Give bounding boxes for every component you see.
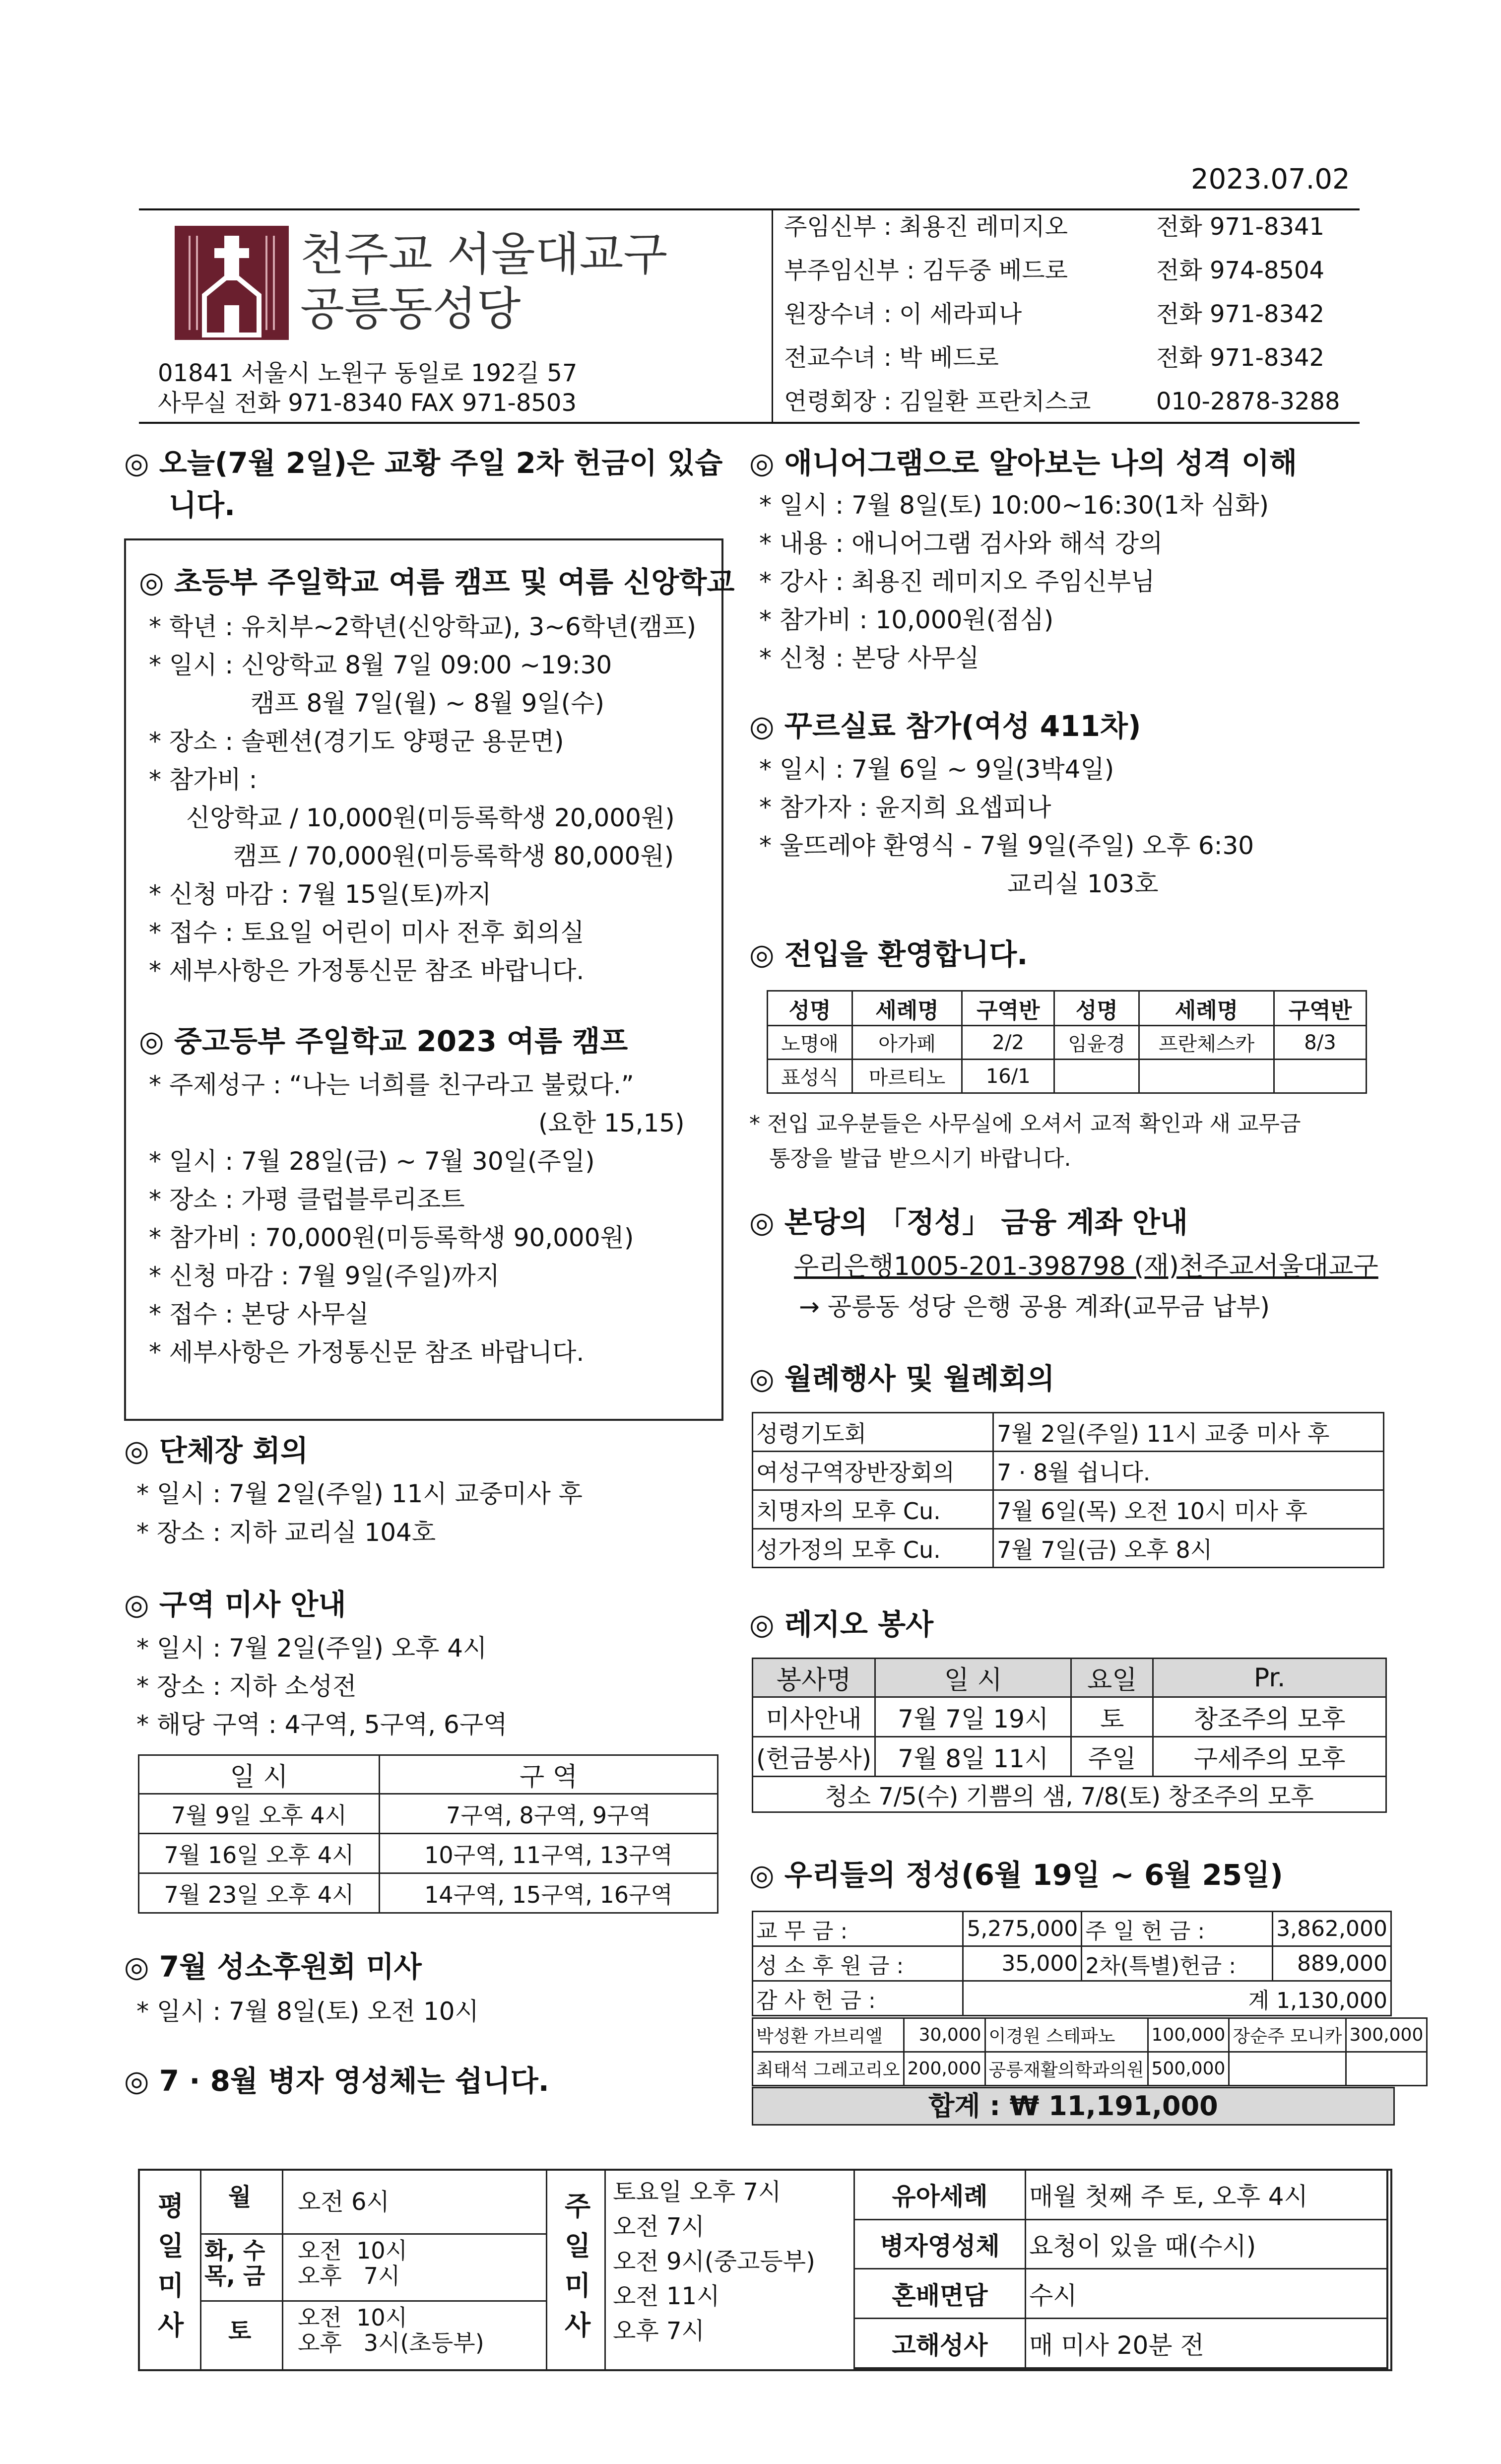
table-cell: 7 · 8월 쉽니다. [993, 1452, 1384, 1490]
account-note: → 공릉동 성당 은행 공용 계좌(교무금 납부) [799, 1292, 1270, 1321]
youth-camp-line: * 참가비 : 70,000원(미등록학생 90,000원) [149, 1223, 634, 1252]
welcome-table [767, 990, 1367, 1094]
table-cell: 여성구역장반장회의 [753, 1452, 993, 1490]
donor-amount: 200,000 [904, 2052, 985, 2086]
welcome-note: * 전입 교우분들은 사무실에 오셔서 교적 확인과 새 교무금 [749, 1111, 1301, 1136]
staff-role: 부주임신부 : 김두중 베드로 [784, 257, 1068, 284]
staff-phone: 전화 971-8341 [1156, 213, 1325, 241]
table-cell: 7월 7일(금) 오후 8시 [993, 1529, 1384, 1568]
weekday-day: 월 [228, 2183, 252, 2211]
weekday-time: 오전 10시 오후 7시 [298, 2237, 408, 2289]
table-cell: 7월 16일 오후 4시 [139, 1834, 380, 1873]
table-header: Pr. [1153, 1659, 1386, 1697]
weekday-mass-label: 평 일 미 사 [138, 2169, 201, 2369]
sacrament-name: 병자영성체 [854, 2219, 1026, 2269]
staff-phone: 전화 971-8342 [1156, 300, 1325, 328]
church-address: 01841 서울시 노원구 동일로 192길 57 [158, 359, 578, 387]
district-mass-table [138, 1754, 718, 1914]
summer-camp-line: * 장소 : 솔펜션(경기도 양평군 용문면) [149, 727, 564, 756]
sunday-mass-time: 토요일 오후 7시 [613, 2178, 782, 2206]
table-cell: 성령기도회 [753, 1413, 993, 1452]
table-header: 봉사명 [753, 1659, 875, 1697]
weekday-time: 오전 6시 [298, 2188, 390, 2216]
weekday-day: 화, 수 목, 금 [204, 2237, 265, 2289]
group-meeting-line: * 일시 : 7월 2일(주일) 11시 교중미사 후 [136, 1479, 583, 1508]
offering-value: 35,000 [963, 1946, 1082, 1981]
donor-name: 공릉재활의학과의원 [985, 2052, 1148, 2086]
table-cell: 7월 23일 오후 4시 [139, 1873, 380, 1913]
table-cell: 구세주의 모후 [1153, 1737, 1386, 1777]
table-header: 요일 [1071, 1659, 1153, 1697]
summer-camp-line: * 참가비 : [149, 765, 258, 794]
table-header: 세례명 [852, 991, 962, 1026]
enneagram-line: * 내용 : 애니어그램 검사와 해석 강의 [759, 529, 1163, 558]
table-cell: 아가페 [852, 1026, 962, 1060]
table-header: 성명 [1054, 991, 1139, 1026]
sunday-mass-label: 주 일 미 사 [547, 2169, 606, 2369]
summer-camp-line: 신앙학교 / 10,000원(미등록학생 20,000원) [186, 803, 675, 832]
account-title: ◎ 본당의 「정성」 금융 계좌 안내 [749, 1205, 1188, 1239]
table-header: 구역반 [962, 991, 1054, 1026]
table-cell: 7월 2일(주일) 11시 교중 미사 후 [993, 1413, 1384, 1452]
notice-pope-title-1: ◎ 오늘(7월 2일)은 교황 주일 2차 헌금이 있습 [124, 446, 723, 480]
staff-role: 전교수녀 : 박 베드로 [784, 344, 999, 372]
offering-table [752, 1911, 1392, 2016]
legio-title: ◎ 레지오 봉사 [749, 1607, 934, 1641]
vocation-mass-line: * 일시 : 7월 8일(토) 오전 10시 [136, 1997, 479, 2026]
table-cell: 표성식 [768, 1060, 852, 1093]
table-cell: 치명자의 모후 Cu. [753, 1490, 993, 1529]
table-cell [1139, 1060, 1274, 1093]
cursillo-title: ◎ 꾸르실료 참가(여성 411차) [749, 709, 1141, 743]
table-cell: 7월 8일 11시 [875, 1737, 1071, 1777]
table-cell: 미사안내 [753, 1697, 875, 1737]
youth-camp-line: (요한 15,15) [538, 1109, 685, 1137]
summer-camp-line: * 신청 마감 : 7월 15일(토)까지 [149, 880, 492, 909]
staff-role: 연령회장 : 김일환 프란치스코 [784, 388, 1091, 415]
staff-phone: 전화 974-8504 [1156, 257, 1325, 284]
youth-camp-line: * 장소 : 가평 클럽블루리조트 [149, 1185, 465, 1214]
church-name-line2: 공릉동성당 [300, 282, 521, 335]
office-contact: 사무실 전화 971-8340 FAX 971-8503 [158, 389, 577, 417]
district-mass-line: * 일시 : 7월 2일(주일) 오후 4시 [136, 1634, 487, 1663]
church-logo [175, 226, 289, 340]
table-header: 일 시 [875, 1659, 1071, 1697]
sacrament-name: 고해성사 [854, 2319, 1026, 2368]
row-divider [200, 2233, 547, 2235]
enneagram-line: * 일시 : 7월 8일(토) 10:00~16:30(1차 심화) [759, 491, 1269, 520]
staff-role: 주임신부 : 최용진 레미지오 [784, 213, 1068, 241]
table-cell: 7월 6일(목) 오전 10시 미사 후 [993, 1490, 1384, 1529]
sacrament-name: 혼배면담 [854, 2269, 1026, 2319]
donor-amount: 30,000 [904, 2018, 985, 2052]
table-cell: 성가정의 모후 Cu. [753, 1529, 993, 1568]
sacrament-name: 유아세례 [854, 2170, 1026, 2219]
staff-phone: 전화 971-8342 [1156, 344, 1325, 372]
table-header: 일 시 [139, 1755, 380, 1794]
table-cell: 프란체스카 [1139, 1026, 1274, 1060]
table-cell [1054, 1060, 1139, 1093]
header-top-rule [139, 208, 1360, 210]
sacrament-time: 수시 [1026, 2269, 1388, 2319]
table-cell: 창조주의 모후 [1153, 1697, 1386, 1737]
sacrament-time: 요청이 있을 때(수시) [1026, 2219, 1388, 2269]
summer-camp-line: * 접수 : 토요일 어린이 미사 전후 회의실 [149, 918, 585, 947]
youth-camp-title: ◎ 중고등부 주일학교 2023 여름 캠프 [139, 1024, 628, 1058]
table-cell: 주일 [1071, 1737, 1153, 1777]
offering-label: 2차(특별)헌금 : [1082, 1946, 1273, 1981]
table-cell: 10구역, 11구역, 13구역 [380, 1834, 718, 1873]
summer-camp-line: 캠프 / 70,000원(미등록학생 80,000원) [233, 842, 674, 870]
donor-name [1229, 2052, 1346, 2086]
table-cell [1274, 1060, 1366, 1093]
youth-camp-line: * 신청 마감 : 7월 9일(주일)까지 [149, 1262, 500, 1290]
enneagram-line: * 강사 : 최용진 레미지오 주임신부님 [759, 567, 1155, 596]
donor-name: 최태석 그레고리오 [753, 2052, 904, 2086]
bulletin-date: 2023.07.02 [1191, 163, 1350, 196]
youth-camp-line: * 접수 : 본당 사무실 [149, 1300, 369, 1329]
monthly-title: ◎ 월례행사 및 월례회의 [749, 1362, 1055, 1396]
sick-communion-title: ◎ 7 · 8월 병자 영성체는 쉽니다. [124, 2064, 549, 2098]
cursillo-line: * 울뜨레야 환영식 - 7월 9일(주일) 오후 6:30 [759, 831, 1254, 860]
table-cell: 7월 9일 오후 4시 [139, 1794, 380, 1834]
offering-value: 계 1,130,000 [963, 1981, 1391, 2016]
offering-label: 주 일 헌 금 : [1082, 1912, 1273, 1946]
donor-amount [1346, 2052, 1427, 2086]
cleaning-duty: 청소 7/5(수) 기쁨의 샘, 7/8(토) 창조주의 모후 [753, 1777, 1386, 1812]
table-cell: 7월 7일 19시 [875, 1697, 1071, 1737]
enneagram-title: ◎ 애니어그램으로 알아보는 나의 성격 이해 [749, 446, 1298, 480]
donor-amount: 500,000 [1148, 2052, 1229, 2086]
cursillo-line: * 일시 : 7월 6일 ~ 9일(3박4일) [759, 755, 1114, 784]
sunday-mass-time: 오전 9시(중고등부) [613, 2248, 815, 2275]
offering-value: 5,275,000 [963, 1912, 1082, 1946]
youth-camp-line: * 세부사항은 가정통신문 참조 바랍니다. [149, 1338, 585, 1367]
sacrament-time: 매월 첫째 주 토, 오후 4시 [1026, 2170, 1388, 2219]
weekday-time: 오전 10시 오후 3시(초등부) [298, 2304, 484, 2356]
district-mass-line: * 해당 구역 : 4구역, 5구역, 6구역 [136, 1710, 508, 1739]
legio-table [752, 1658, 1387, 1813]
offering-title: ◎ 우리들의 정성(6월 19일 ~ 6월 25일) [749, 1858, 1283, 1892]
header-divider [772, 208, 773, 422]
donor-amount: 100,000 [1148, 2018, 1229, 2052]
table-header: 세례명 [1139, 991, 1274, 1026]
offering-label: 감 사 헌 금 : [753, 1981, 963, 2016]
sunday-mass-time: 오전 11시 [613, 2282, 720, 2310]
notice-pope-title-2: 니다. [169, 488, 236, 522]
enneagram-line: * 참가비 : 10,000원(점심) [759, 605, 1054, 634]
offering-label: 교 무 금 : [753, 1912, 963, 1946]
church-name-line1: 천주교 서울대교구 [300, 228, 668, 281]
header-bottom-rule [139, 422, 1360, 424]
youth-camp-line: * 주제성구 : “나는 너희를 친구라고 불렀다.” [149, 1070, 634, 1099]
table-header: 성명 [768, 991, 852, 1026]
weekday-day: 토 [228, 2317, 252, 2345]
summer-camp-line: * 세부사항은 가정통신문 참조 바랍니다. [149, 956, 585, 985]
table-cell: 노명애 [768, 1026, 852, 1060]
offering-value: 3,862,000 [1273, 1912, 1391, 1946]
offering-value: 889,000 [1273, 1946, 1391, 1981]
table-header: 구 역 [380, 1755, 718, 1794]
summer-camp-title: ◎ 초등부 주일학교 여름 캠프 및 여름 신앙학교 [139, 565, 735, 599]
cursillo-line: * 참가자 : 윤지희 요셉피나 [759, 793, 1051, 822]
donor-name: 이경원 스테파노 [985, 2018, 1148, 2052]
table-header: 구역반 [1274, 991, 1366, 1026]
enneagram-line: * 신청 : 본당 사무실 [759, 644, 979, 672]
group-meeting-title: ◎ 단체장 회의 [124, 1434, 309, 1467]
welcome-title: ◎ 전입을 환영합니다. [749, 937, 1028, 971]
donor-name: 장순주 모니카 [1229, 2018, 1346, 2052]
table-cell: 8/3 [1274, 1026, 1366, 1060]
sacrament-time: 매 미사 20분 전 [1026, 2319, 1388, 2368]
summer-camp-line: * 일시 : 신앙학교 8월 7일 09:00 ~19:30 [149, 651, 612, 679]
vocation-mass-title: ◎ 7월 성소후원회 미사 [124, 1950, 422, 1984]
summer-camp-line: * 학년 : 유치부~2학년(신앙학교), 3~6학년(캠프) [149, 612, 697, 641]
sacraments-table [853, 2169, 1388, 2369]
table-cell: 토 [1071, 1697, 1153, 1737]
thanks-donor-table [752, 2017, 1428, 2086]
district-mass-title: ◎ 구역 미사 안내 [124, 1588, 346, 1621]
table-cell: 16/1 [962, 1060, 1054, 1093]
cathedral-icon [175, 226, 289, 340]
offering-total: 합계 : ₩ 11,191,000 [752, 2087, 1395, 2126]
bank-account: 우리은행1005-201-398798 (재)천주교서울대교구 [794, 1252, 1378, 1281]
table-cell: 임윤경 [1054, 1026, 1139, 1060]
sunday-mass-time: 오전 7시 [613, 2213, 705, 2241]
district-mass-line: * 장소 : 지하 소성전 [136, 1672, 357, 1701]
group-meeting-line: * 장소 : 지하 교리실 104호 [136, 1518, 436, 1547]
welcome-note: 통장을 발급 받으시기 바랍니다. [769, 1146, 1071, 1171]
staff-role: 원장수녀 : 이 세라피나 [784, 300, 1022, 328]
summer-camp-line: 캠프 8월 7일(월) ~ 8월 9일(수) [251, 689, 605, 718]
youth-camp-line: * 일시 : 7월 28일(금) ~ 7월 30일(주일) [149, 1147, 595, 1176]
sunday-mass-time: 오후 7시 [613, 2317, 705, 2345]
row-divider [200, 2300, 547, 2302]
table-cell: 7구역, 8구역, 9구역 [380, 1794, 718, 1834]
cursillo-line: 교리실 103호 [1007, 869, 1159, 898]
table-cell: 마르티노 [852, 1060, 962, 1093]
donor-amount: 300,000 [1346, 2018, 1427, 2052]
staff-phone: 010-2878-3288 [1156, 388, 1340, 415]
donor-name: 박성환 가브리엘 [753, 2018, 904, 2052]
offering-label: 성 소 후 원 금 : [753, 1946, 963, 1981]
table-cell: (헌금봉사) [753, 1737, 875, 1777]
table-cell: 14구역, 15구역, 16구역 [380, 1873, 718, 1913]
table-cell: 2/2 [962, 1026, 1054, 1060]
monthly-table [752, 1412, 1384, 1568]
